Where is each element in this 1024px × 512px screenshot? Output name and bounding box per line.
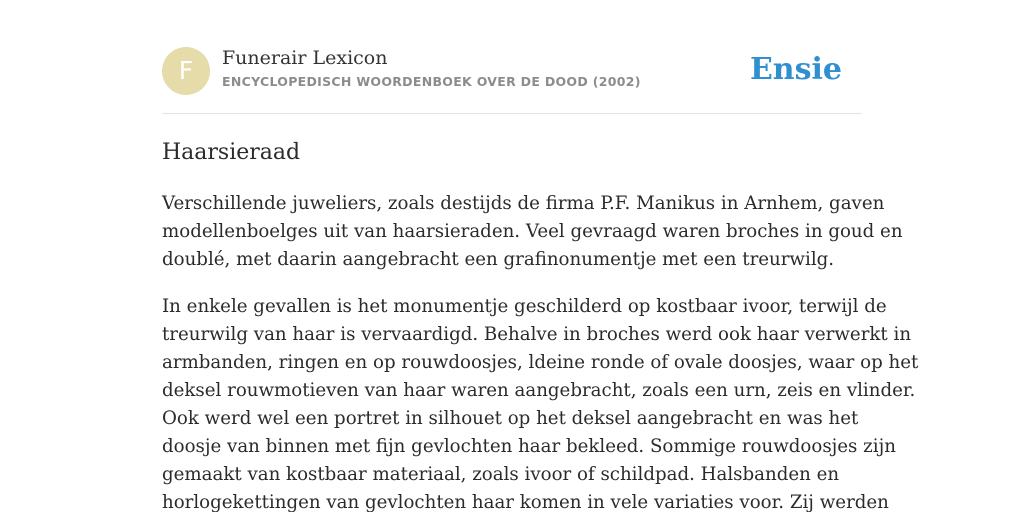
article-paragraph: [162, 190, 903, 274]
paragraph-line: gemaakt van kostbaar materiaal, zoals ivoor of schildpad. Halsbanden en: [162, 464, 840, 485]
article-paragraph: [162, 293, 919, 512]
paragraph-line: Verschillende juweliers, zoals destijds de firma P.F. Manikus in Arnhem, gaven: [162, 193, 885, 214]
header-divider: [162, 113, 862, 114]
paragraph-line: armbanden, ringen en op rouwdoosjes, ldeine ronde of ovale doosjes, waar op het: [162, 352, 919, 373]
article-title: Haarsieraad: [162, 140, 301, 165]
paragraph-line: horlogekettingen van gevlochten haar komen in vele variaties voor. Zij werden: [162, 492, 889, 512]
article-body: [162, 190, 919, 512]
dictionary-avatar[interactable]: F: [162, 47, 210, 95]
paragraph-line: doublé, met daarin aangebracht een grafinonumentje met een treurwilg.: [162, 249, 835, 270]
paragraph-line: modellenboelges uit van haarsieraden. Veel gevraagd waren broches in goud en: [162, 221, 903, 242]
paragraph-line: In enkele gevallen is het monumentje geschilderd op kostbaar ivoor, terwijl de: [162, 296, 887, 317]
dictionary-subtitle: ENCYCLOPEDISCH WOORDENBOEK OVER DE DOOD (2002): [222, 74, 641, 89]
paragraph-line: deksel rouwmotieven van haar waren aangebracht, zoals een urn, zeis en vlinder.: [162, 380, 916, 401]
paragraph-line: doosje van binnen met fijn gevlochten haar bekleed. Sommige rouwdoosjes zijn: [162, 436, 896, 457]
paragraph-line: Ook werd wel een portret in silhouet op het deksel aangebracht en was het: [162, 408, 859, 429]
paragraph-line: treurwilg van haar is vervaardigd. Behalve in broches werd ook haar verwerkt in: [162, 324, 912, 345]
brand-logo[interactable]: Ensie: [749, 52, 842, 87]
dictionary-title[interactable]: Funerair Lexicon: [222, 47, 388, 69]
header: [162, 46, 862, 96]
